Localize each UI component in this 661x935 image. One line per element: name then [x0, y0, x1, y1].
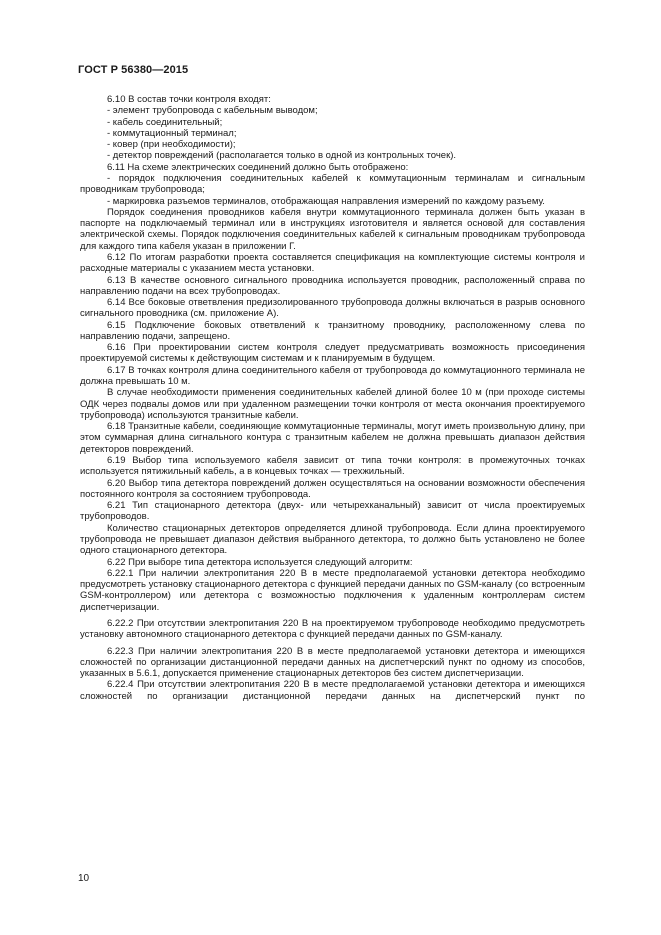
- paragraph: В случае необходимости применения соединительных кабелей длиной более 10 м (при проходе системы ОДК через подвалы домов или при удаленном размещении точки контроля от места окончания проектируемого трубопровода) используются транзитные кабели.: [80, 387, 585, 421]
- paragraph: 6.15 Подключение боковых ответвлений к транзитному проводнику, расположенному слева по направлению подачи, запрещено.: [80, 319, 585, 342]
- paragraph: 6.22.1 При наличии электропитания 220 В в месте предполагаемой установки детектора необходимо предусмотреть установку стационарного детектора с функцией передачи данных по GSM-каналу (со встроенным GSM-контроллером) или детектора с возможностью подключения к удаленным контроллерам систем диспетчеризации.: [80, 567, 585, 613]
- paragraph: 6.17 В точках контроля длина соединительного кабеля от трубопровода до коммутационного терминала не должна превышать 10 м.: [80, 364, 585, 388]
- paragraph: - маркировка разъемов терминалов, отображающая направления измерений по каждому разъему.: [107, 195, 545, 207]
- paragraph: 6.14 Все боковые ответвления предизолированного трубопровода должны включаться в разрыв основного сигнального проводника (см. приложение А).: [80, 297, 585, 320]
- paragraph: 6.22.3 При наличии электропитания 220 В в месте предполагаемой установки детектора и имеющихся сложностей по организации дистанционной передачи данных на диспетчерский пункт по одному из способов, указанных в 5.6.1, допускается применение стационарных детекторов без систем диспетчеризации.: [80, 645, 585, 680]
- paragraph: 6.19 Выбор типа используемого кабеля зависит от типа точки контроля: в промежуточных точках используется пятижильный кабель, а в концевых точках — трехжильный.: [80, 455, 585, 478]
- paragraph: - кабель соединительный;: [107, 116, 223, 128]
- document-header: ГОСТ Р 56380—2015: [78, 64, 189, 76]
- paragraph: - детектор повреждений (располагается только в одной из контрольных точек).: [107, 150, 457, 162]
- paragraph: 6.20 Выбор типа детектора повреждений должен осуществляться на основании возможности обеспечения постоянного контроля за состоянием трубопровода.: [80, 477, 585, 500]
- document-body: [80, 94, 585, 702]
- paragraph: 6.13 В качестве основного сигнального проводника используется проводник, расположенный справа по направлению подачи на всех трубопроводах.: [80, 274, 585, 297]
- paragraph: 6.11 На схеме электрических соединений должно быть отображено:: [107, 161, 409, 173]
- paragraph: - коммутационный терминал;: [107, 127, 237, 139]
- paragraph: - элемент трубопровода с кабельным выводом;: [107, 105, 318, 117]
- paragraph: 6.10 В состав точки контроля входят:: [107, 94, 271, 105]
- paragraph: 6.22.4 При отсутствии электропитания 220 В в месте предполагаемой установки детектора и имеющихся сложностей по организации дистанционной передачи данных на диспетчерский пункт по: [80, 679, 585, 702]
- paragraph: 6.22.2 При отсутствии электропитания 220 В на проектируемом трубопроводе необходимо предусмотреть установку автономного стационарного детектора с функцией передачи данных по GSM-каналу.: [80, 617, 585, 641]
- page-number: 10: [78, 873, 90, 884]
- paragraph: 6.18 Транзитные кабели, соединяющие коммутационные терминалы, могут иметь произвольную длину, при этом суммарная длина сигнального контура с транзитным кабелем не должна превышать диапазон действия детекторов повреждений.: [80, 421, 585, 455]
- paragraph: 6.21 Тип стационарного детектора (двух- или четырехканальный) зависит от числа проектируемых трубопроводов.: [80, 500, 585, 523]
- paragraph: 6.16 При проектировании систем контроля следует предусматривать возможность присоединения проектируемой системы к действующим системам и к планируемым в будущем.: [80, 342, 585, 365]
- paragraph: Порядок соединения проводников кабеля внутри коммутационного терминала должен быть указан в паспорте на подключаемый терминал или в инструкциях изготовителя и является основой для составления электрической схемы. Порядок подключения соединительных кабелей к сигнальным проводникам трубопровода для каждого типа кабеля указан в приложении Г.: [80, 206, 585, 252]
- paragraph: - ковер (при необходимости);: [107, 139, 236, 151]
- paragraph: 6.22 При выборе типа детектора используется следующий алгоритм:: [107, 556, 413, 568]
- paragraph: - порядок подключения соединительных кабелей к коммутационным терминалам и сигнальным проводникам трубопровода;: [80, 172, 585, 196]
- paragraph: Количество стационарных детекторов определяется длиной трубопровода. Если длина проектируемого трубопровода не превышает диапазон действия выбранного детектора, то должно быть установлено не более одного стационарного детектора.: [80, 522, 585, 557]
- paragraph: 6.12 По итогам разработки проекта составляется спецификация на комплектующие системы контроля и расходные материалы с указанием места установки.: [80, 251, 585, 275]
